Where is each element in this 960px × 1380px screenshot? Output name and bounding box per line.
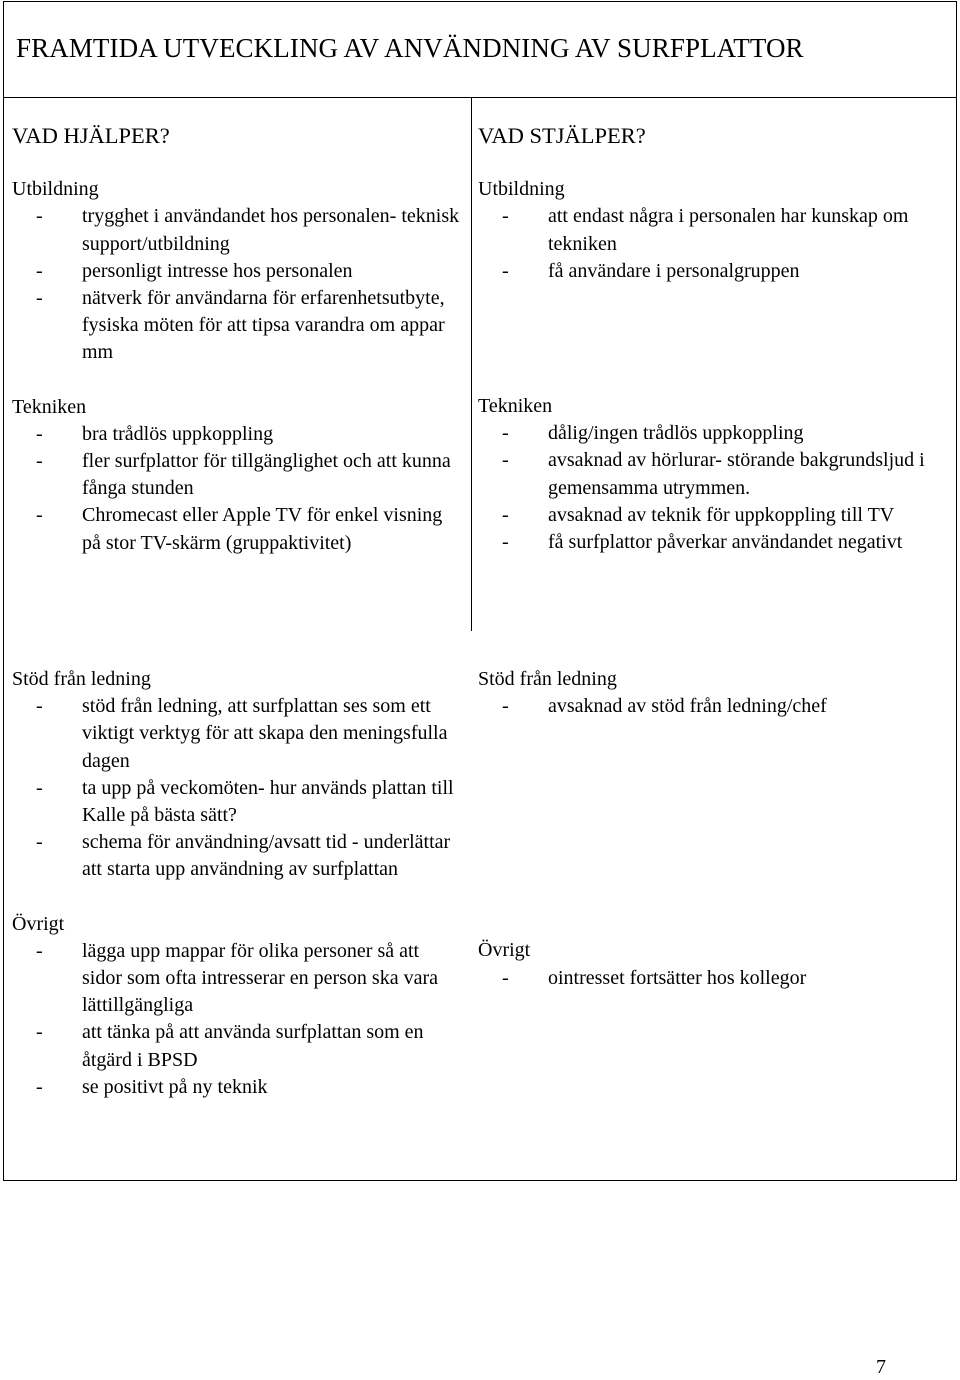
list-item: - fler surfplattor för tillgänglighet och att kunna fånga stunden: [12, 448, 462, 502]
list-ovrigt-hinders: [478, 965, 948, 992]
column-heading-helps: VAD HJÄLPER?: [12, 123, 170, 148]
section-heading-tekniken: Tekniken: [12, 395, 87, 418]
list-item: - få surfplattor påverkar användandet negativt: [478, 529, 948, 556]
list-tekniken-helps: [12, 421, 462, 557]
list-item: - avsaknad av stöd från ledning/chef: [478, 693, 948, 720]
spacer: [478, 720, 948, 937]
list-ledning-helps: [12, 693, 462, 883]
list-item: - Chromecast eller Apple TV för enkel visning på stor TV-skärm (gruppaktivitet): [12, 502, 462, 556]
list-item: - dålig/ingen trådlös uppkoppling: [478, 420, 948, 447]
list-item: - trygghet i användandet hos personalen- teknisk support/utbildning: [12, 203, 462, 257]
section-heading-ovrigt: Övrigt: [12, 912, 65, 935]
list-item: - ointresset fortsätter hos kollegor: [478, 965, 948, 992]
list-item: - avsaknad av hörlurar- störande bakgrundsljud i gemensamma utrymmen.: [478, 447, 948, 501]
section-heading-stod-fran-ledning: Stöd från ledning: [478, 668, 617, 690]
section-heading-tekniken: Tekniken: [478, 395, 553, 418]
spacer: [478, 285, 948, 393]
column-divider: [471, 97, 472, 631]
page-number: 7: [876, 1356, 886, 1378]
column-heading-hinders: VAD STJÄLPER?: [478, 123, 646, 148]
list-item: - nätverk för användarna för erfarenhetsutbyte, fysiska möten för att tipsa varandra om appar mm: [12, 285, 462, 367]
list-item: - få användare i personalgruppen: [478, 258, 948, 285]
list-item: - att tänka på att använda surfplattan som en åtgärd i BPSD: [12, 1019, 462, 1073]
spacer: [12, 149, 462, 176]
list-item: - schema för användning/avsatt tid - underlättar att starta upp användning av surfplattan: [12, 829, 462, 883]
list-item: - avsaknad av teknik för uppkoppling till TV: [478, 502, 948, 529]
section-heading-utbildning: Utbildning: [478, 178, 565, 201]
cell-vad-hjalper: [12, 122, 462, 557]
title-row: [4, 2, 956, 98]
list-ovrigt-helps: [12, 938, 462, 1101]
spacer: [12, 367, 462, 394]
list-item: - lägga upp mappar för olika personer så att sidor som ofta intresserar en person ska vara lättillgängliga: [12, 938, 462, 1020]
list-item: - bra trådlös uppkoppling: [12, 421, 462, 448]
list-item: - personligt intresse hos personalen: [12, 258, 462, 285]
section-heading-ovrigt: Övrigt: [478, 939, 531, 962]
spacer: [478, 149, 948, 176]
list-item: - att endast några i personalen har kunskap om tekniken: [478, 203, 948, 257]
cell-right-bottom: [478, 666, 948, 992]
page-title: FRAMTIDA UTVECKLING AV ANVÄNDNING AV SURFPLATTOR: [16, 33, 804, 63]
list-utbildning-helps: [12, 203, 462, 366]
spacer: [12, 884, 462, 911]
list-tekniken-hinders: [478, 420, 948, 556]
list-item: - ta upp på veckomöten- hur används plattan till Kalle på bästa sätt?: [12, 775, 462, 829]
list-ledning-hinders: [478, 693, 948, 720]
list-utbildning-hinders: [478, 203, 948, 285]
list-item: - stöd från ledning, att surfplattan ses som ett viktigt verktyg för att skapa den meningsfulla dagen: [12, 693, 462, 775]
cell-vad-stjalper: [478, 122, 948, 556]
section-heading-stod-fran-ledning: Stöd från ledning: [12, 668, 151, 690]
section-heading-utbildning: Utbildning: [12, 178, 99, 201]
cell-left-bottom: [12, 666, 462, 1101]
list-item: - se positivt på ny teknik: [12, 1074, 462, 1101]
